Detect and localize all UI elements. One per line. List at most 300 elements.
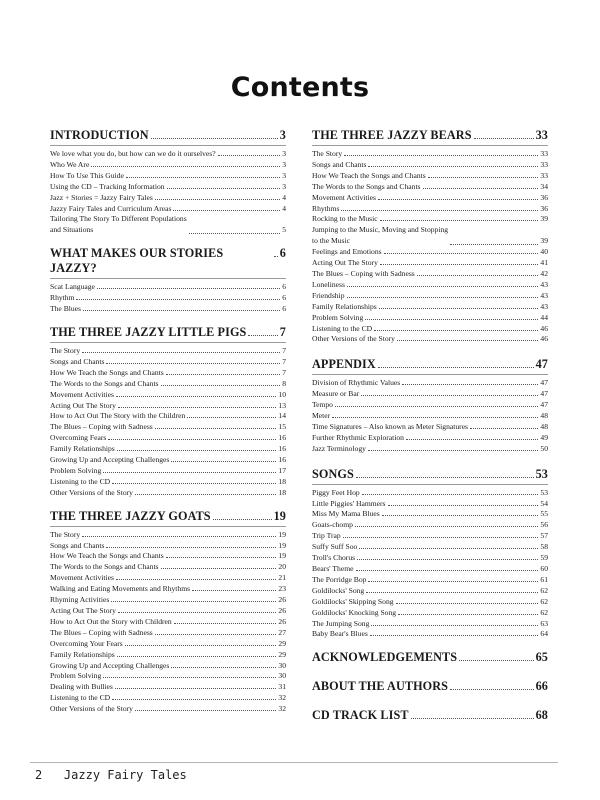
section-title: INTRODUCTION bbox=[50, 128, 149, 142]
entry-title: The Story bbox=[50, 345, 81, 355]
toc-entry[interactable] bbox=[312, 564, 548, 575]
entry-title: Rhythm bbox=[50, 293, 75, 303]
section-title: WHAT MAKES OUR STORIES JAZZY? bbox=[50, 246, 224, 276]
toc-entry[interactable] bbox=[312, 193, 548, 204]
entry-title: How We Teach the Songs and Chants bbox=[50, 367, 164, 377]
dot-leader bbox=[161, 385, 281, 386]
toc-entry[interactable] bbox=[312, 204, 548, 215]
toc-entry[interactable] bbox=[50, 401, 286, 412]
toc-left-column bbox=[50, 128, 286, 725]
entry-page-number: 53 bbox=[540, 487, 548, 497]
dot-leader bbox=[118, 612, 277, 613]
dot-leader bbox=[111, 601, 276, 602]
entry-title: Jazz Terminology bbox=[312, 443, 366, 453]
toc-section-heading[interactable] bbox=[312, 467, 548, 485]
section-title: THE THREE JAZZY GOATS bbox=[50, 508, 211, 523]
toc-entry[interactable] bbox=[312, 269, 548, 280]
entry-title: Listening to the CD bbox=[50, 476, 111, 486]
entry-title: Listening to the CD bbox=[50, 693, 111, 703]
toc-entry[interactable] bbox=[312, 313, 548, 324]
dot-leader bbox=[83, 310, 280, 311]
toc-section-heading[interactable] bbox=[50, 325, 286, 343]
entry-title: Family Relationships bbox=[312, 301, 377, 311]
toc-entry[interactable] bbox=[50, 573, 286, 584]
toc-entry[interactable] bbox=[50, 411, 286, 422]
toc-entry[interactable] bbox=[312, 433, 548, 444]
dot-leader bbox=[248, 335, 277, 336]
entry-page-number: 19 bbox=[278, 529, 286, 539]
footer-book-title: Jazzy Fairy Tales bbox=[63, 768, 187, 782]
entry-page-number: 3 bbox=[282, 181, 286, 191]
entry-title: The Story bbox=[50, 529, 81, 539]
footer-page-number: 2 bbox=[35, 768, 43, 782]
toc-entry[interactable] bbox=[50, 650, 286, 661]
dot-leader bbox=[384, 253, 539, 254]
entry-page-number: 7 bbox=[282, 345, 286, 355]
dot-leader bbox=[332, 417, 538, 418]
dot-leader bbox=[135, 494, 276, 495]
entry-page-number: 60 bbox=[540, 564, 548, 573]
dot-leader bbox=[347, 297, 539, 298]
toc-entry[interactable] bbox=[50, 444, 286, 455]
dot-leader bbox=[106, 547, 276, 548]
entry-title: Troll's Chorus bbox=[312, 553, 356, 563]
dot-leader bbox=[368, 581, 538, 582]
toc-entry[interactable] bbox=[50, 628, 286, 639]
dot-leader bbox=[356, 477, 534, 478]
toc-entry[interactable] bbox=[312, 499, 548, 510]
entry-page-number: 16 bbox=[278, 433, 286, 443]
toc-entry[interactable] bbox=[50, 551, 286, 562]
section-title: THE THREE JAZZY LITTLE PIGS bbox=[50, 324, 247, 339]
entry-page-number: 33 bbox=[540, 159, 548, 169]
dot-leader bbox=[108, 439, 276, 440]
toc-entry[interactable] bbox=[50, 617, 286, 628]
dot-leader bbox=[174, 623, 277, 624]
toc-entry[interactable] bbox=[50, 682, 286, 693]
toc-entry[interactable] bbox=[312, 280, 548, 291]
entry-page-number: 48 bbox=[540, 411, 548, 421]
dot-leader bbox=[362, 494, 539, 495]
entry-page-number: 7 bbox=[282, 356, 286, 366]
entry-page-number: 16 bbox=[278, 455, 286, 465]
entry-title: Movement Activities bbox=[50, 389, 114, 399]
toc-section bbox=[312, 467, 548, 641]
entry-page-number: 29 bbox=[278, 649, 286, 659]
entry-page-number: 61 bbox=[540, 574, 548, 584]
entry-page-number: 42 bbox=[540, 268, 548, 278]
entry-page-number: 8 bbox=[282, 378, 286, 388]
toc-entry[interactable] bbox=[50, 214, 286, 236]
toc-entry[interactable] bbox=[312, 553, 548, 564]
toc-entry[interactable] bbox=[312, 509, 548, 520]
entry-title: Scat Language bbox=[50, 282, 95, 292]
toc-entry[interactable] bbox=[312, 608, 548, 619]
toc-entry[interactable] bbox=[312, 531, 548, 542]
dot-leader bbox=[161, 568, 277, 569]
entry-page-number: 14 bbox=[278, 411, 286, 421]
dot-leader bbox=[382, 515, 539, 516]
toc-entry[interactable] bbox=[312, 160, 548, 171]
toc-entry[interactable] bbox=[50, 357, 286, 368]
entry-page-number: 17 bbox=[278, 465, 286, 475]
toc-entry[interactable] bbox=[50, 488, 286, 499]
dot-leader bbox=[417, 275, 539, 276]
entry-title: Other Versions of the Story bbox=[50, 487, 133, 497]
entry-page-number: 41 bbox=[540, 258, 548, 268]
section-page-number: 7 bbox=[279, 324, 286, 339]
entry-page-number: 5 bbox=[282, 225, 286, 235]
dot-leader bbox=[374, 330, 538, 331]
toc-entry[interactable] bbox=[312, 619, 548, 630]
toc-entry[interactable] bbox=[50, 477, 286, 488]
entry-title: Jumping to the Music, Moving and Stopping to the Music bbox=[312, 225, 449, 246]
entry-page-number: 33 bbox=[540, 149, 548, 158]
toc-entry[interactable] bbox=[312, 629, 548, 640]
entry-page-number: 47 bbox=[540, 400, 548, 410]
entry-page-number: 6 bbox=[282, 282, 286, 292]
entry-title: Acting Out The Story bbox=[312, 258, 378, 268]
dot-leader bbox=[151, 138, 278, 139]
toc-section bbox=[312, 650, 548, 667]
toc-section bbox=[50, 128, 286, 236]
dot-leader bbox=[115, 688, 277, 689]
toc-entry[interactable] bbox=[50, 160, 286, 171]
toc-section-heading[interactable] bbox=[50, 509, 286, 527]
toc-entry[interactable] bbox=[312, 575, 548, 586]
dot-leader bbox=[218, 155, 281, 156]
entry-page-number: 26 bbox=[278, 595, 286, 605]
toc-entry[interactable] bbox=[50, 171, 286, 182]
toc-entry[interactable] bbox=[50, 661, 286, 672]
entry-title: We love what you do, but how can we do it ourselves? bbox=[50, 149, 216, 158]
entry-title: Growing Up and Accepting Challenges bbox=[50, 455, 170, 465]
toc-entry[interactable] bbox=[50, 193, 286, 204]
entry-title: Piggy Feet Hop bbox=[312, 487, 360, 497]
entry-page-number: 55 bbox=[540, 509, 548, 519]
entry-title: The Words to the Songs and Chants bbox=[50, 378, 159, 388]
dot-leader bbox=[343, 537, 539, 538]
entry-page-number: 44 bbox=[540, 312, 548, 322]
entry-title: Problem Solving bbox=[50, 671, 102, 681]
toc-section-heading[interactable] bbox=[312, 650, 548, 667]
dot-leader bbox=[189, 233, 281, 234]
entry-page-number: 26 bbox=[278, 616, 286, 626]
toc-section-heading[interactable] bbox=[312, 708, 548, 725]
dot-leader bbox=[97, 288, 280, 289]
entry-page-number: 26 bbox=[278, 606, 286, 615]
entry-page-number: 19 bbox=[278, 551, 286, 561]
section-title: ABOUT THE AUTHORS bbox=[312, 679, 449, 694]
entry-title: Dealing with Bullies bbox=[50, 682, 113, 692]
entry-page-number: 34 bbox=[540, 181, 548, 191]
dot-leader bbox=[380, 264, 539, 265]
toc-entry[interactable] bbox=[312, 586, 548, 597]
toc-entry[interactable] bbox=[50, 204, 286, 215]
toc-entry[interactable] bbox=[312, 214, 548, 225]
toc-entry[interactable] bbox=[50, 530, 286, 541]
entry-title: Goldilocks' Song bbox=[312, 585, 365, 595]
dot-leader bbox=[171, 461, 276, 462]
toc-entry[interactable] bbox=[50, 455, 286, 466]
dot-leader bbox=[474, 138, 534, 139]
toc-entry[interactable] bbox=[312, 149, 548, 160]
dot-leader bbox=[361, 395, 538, 396]
entry-page-number: 19 bbox=[278, 540, 286, 550]
toc-entry[interactable] bbox=[312, 182, 548, 193]
toc-entry[interactable] bbox=[312, 171, 548, 182]
entry-title: Suffy Suff Soo bbox=[312, 542, 358, 552]
section-page-number: 68 bbox=[535, 708, 548, 723]
toc-entry[interactable] bbox=[312, 422, 548, 433]
entry-title: How to Act Out The Story with the Children bbox=[50, 411, 186, 421]
dot-leader bbox=[91, 166, 280, 167]
toc-section-heading[interactable] bbox=[312, 679, 548, 696]
dot-leader bbox=[171, 667, 276, 668]
toc-entry[interactable] bbox=[50, 149, 286, 160]
toc-entry[interactable] bbox=[312, 378, 548, 389]
dot-leader bbox=[366, 592, 538, 593]
toc-entry[interactable] bbox=[50, 293, 286, 304]
entry-title: Meter bbox=[312, 411, 331, 421]
entry-title: The Porridge Bop bbox=[312, 574, 367, 584]
entry-title: Rhythms bbox=[312, 203, 340, 213]
entry-page-number: 62 bbox=[540, 585, 548, 595]
entry-page-number: 64 bbox=[540, 629, 548, 639]
dot-leader bbox=[450, 689, 534, 690]
entry-title: Further Rhythmic Exploration bbox=[312, 432, 404, 442]
dot-leader bbox=[388, 505, 539, 506]
toc-entry[interactable] bbox=[312, 488, 548, 499]
section-page-number: 53 bbox=[535, 466, 548, 481]
entry-title: Tailoring The Story To Different Populations and Situations bbox=[50, 214, 187, 235]
dot-leader bbox=[76, 299, 280, 300]
dot-leader bbox=[112, 699, 276, 700]
toc-entry[interactable] bbox=[50, 379, 286, 390]
entry-page-number: 20 bbox=[278, 562, 286, 572]
toc-entry[interactable] bbox=[312, 302, 548, 313]
dot-leader bbox=[402, 384, 538, 385]
entry-title: Family Relationships bbox=[50, 649, 115, 659]
dot-leader bbox=[112, 483, 276, 484]
entry-page-number: 3 bbox=[282, 159, 286, 169]
toc-entry[interactable] bbox=[50, 595, 286, 606]
toc-entry[interactable] bbox=[50, 390, 286, 401]
toc-section bbox=[312, 708, 548, 725]
toc-section-heading[interactable] bbox=[312, 357, 548, 375]
entry-page-number: 62 bbox=[540, 596, 548, 606]
footer-divider bbox=[30, 762, 558, 763]
toc-section bbox=[312, 679, 548, 696]
dot-leader bbox=[213, 519, 272, 520]
entry-title: Songs and Chants bbox=[50, 540, 105, 550]
toc-entry[interactable] bbox=[50, 282, 286, 293]
toc-entry[interactable] bbox=[312, 225, 548, 247]
entry-title: The Story bbox=[312, 149, 343, 158]
entry-title: Measure or Bar bbox=[312, 389, 360, 399]
entry-title: How We Teach the Songs and Chants bbox=[312, 170, 426, 180]
entry-title: Loneliness bbox=[312, 279, 345, 289]
dot-leader bbox=[82, 536, 276, 537]
entry-title: Friendship bbox=[312, 290, 345, 300]
toc-entry[interactable] bbox=[312, 444, 548, 455]
entry-title: Feelings and Emotions bbox=[312, 247, 382, 257]
entry-page-number: 13 bbox=[278, 400, 286, 410]
entry-page-number: 23 bbox=[278, 584, 286, 594]
section-page-number: 19 bbox=[273, 508, 286, 523]
dot-leader bbox=[116, 396, 277, 397]
entry-page-number: 31 bbox=[278, 682, 286, 692]
entry-page-number: 29 bbox=[278, 638, 286, 648]
entry-title: Acting Out The Story bbox=[50, 606, 116, 615]
entry-page-number: 3 bbox=[282, 149, 286, 158]
dot-leader bbox=[365, 319, 538, 320]
dot-leader bbox=[406, 439, 538, 440]
entry-title: Time Signatures – Also known as Meter Signatures bbox=[312, 421, 469, 431]
dot-leader bbox=[470, 428, 538, 429]
entry-title: Miss My Mama Blues bbox=[312, 509, 380, 519]
toc-section bbox=[312, 128, 548, 345]
entry-page-number: 39 bbox=[540, 214, 548, 224]
toc-entry[interactable] bbox=[50, 422, 286, 433]
toc-entry[interactable] bbox=[50, 562, 286, 573]
toc-entry[interactable] bbox=[50, 304, 286, 315]
page-footer bbox=[35, 768, 187, 782]
entry-title: Problem Solving bbox=[50, 465, 102, 475]
dot-leader bbox=[167, 188, 281, 189]
dot-leader bbox=[118, 407, 277, 408]
entry-page-number: 57 bbox=[540, 531, 548, 541]
entry-page-number: 47 bbox=[540, 389, 548, 399]
dot-leader bbox=[368, 450, 538, 451]
toc-entry[interactable] bbox=[50, 671, 286, 682]
dot-leader bbox=[173, 210, 280, 211]
entry-page-number: 43 bbox=[540, 279, 548, 289]
entry-title: Goldilocks' Skipping Song bbox=[312, 596, 394, 606]
entry-title: Bears' Theme bbox=[312, 564, 354, 573]
toc-entry[interactable] bbox=[50, 704, 286, 715]
entry-page-number: 30 bbox=[278, 671, 286, 681]
dot-leader bbox=[155, 428, 277, 429]
toc-entry[interactable] bbox=[50, 606, 286, 617]
entry-page-number: 49 bbox=[540, 432, 548, 442]
dot-leader bbox=[411, 718, 534, 719]
dot-leader bbox=[357, 559, 538, 560]
dot-leader bbox=[155, 634, 277, 635]
entry-page-number: 46 bbox=[540, 334, 548, 344]
toc-entry[interactable] bbox=[50, 182, 286, 193]
dot-leader bbox=[423, 188, 539, 189]
toc-entry[interactable] bbox=[50, 639, 286, 650]
toc-entry[interactable] bbox=[50, 541, 286, 552]
dot-leader bbox=[379, 308, 539, 309]
dot-leader bbox=[187, 417, 276, 418]
entry-title: How We Teach the Songs and Chants bbox=[50, 551, 164, 561]
section-page-number: 66 bbox=[535, 679, 548, 694]
entry-title: Family Relationships bbox=[50, 444, 115, 454]
toc-section-heading[interactable] bbox=[312, 128, 548, 146]
section-page-number: 47 bbox=[535, 357, 548, 372]
entry-title: The Blues bbox=[50, 304, 82, 314]
entry-page-number: 43 bbox=[540, 301, 548, 311]
toc-entry[interactable] bbox=[312, 520, 548, 531]
dot-leader bbox=[378, 367, 534, 368]
entry-page-number: 4 bbox=[282, 203, 286, 213]
toc-entry[interactable] bbox=[312, 542, 548, 553]
dot-leader bbox=[396, 603, 539, 604]
dot-leader bbox=[398, 614, 538, 615]
entry-page-number: 10 bbox=[278, 389, 286, 399]
entry-title: Songs and Chants bbox=[312, 159, 367, 169]
entry-page-number: 6 bbox=[282, 293, 286, 303]
entry-page-number: 50 bbox=[540, 443, 548, 453]
section-page-number: 6 bbox=[279, 246, 286, 261]
toc-entry[interactable] bbox=[50, 693, 286, 704]
entry-page-number: 36 bbox=[540, 203, 548, 213]
dot-leader bbox=[274, 256, 278, 257]
toc-entry[interactable] bbox=[312, 597, 548, 608]
entry-page-number: 16 bbox=[278, 444, 286, 454]
entry-title: The Words to the Songs and Chants bbox=[312, 181, 421, 191]
toc-entry[interactable] bbox=[312, 411, 548, 422]
entry-page-number: 3 bbox=[282, 170, 286, 180]
entry-title: Who We Are bbox=[50, 159, 90, 169]
entry-title: Acting Out The Story bbox=[50, 400, 116, 410]
dot-leader bbox=[103, 472, 276, 473]
toc-entry[interactable] bbox=[312, 400, 548, 411]
section-title: ACKNOWLEDGEMENTS bbox=[312, 650, 458, 665]
toc-entry[interactable] bbox=[312, 334, 548, 345]
entry-title: Overcoming Fears bbox=[50, 433, 107, 443]
entry-title: The Blues – Coping with Sadness bbox=[50, 422, 153, 432]
entry-title: Rocking to the Music bbox=[312, 214, 378, 224]
entry-title: Trip Trap bbox=[312, 531, 341, 541]
toc-entry[interactable] bbox=[312, 291, 548, 302]
toc-entry[interactable] bbox=[312, 389, 548, 400]
toc-entry[interactable] bbox=[312, 258, 548, 269]
entry-title: Listening to the CD bbox=[312, 323, 373, 333]
section-page-number: 65 bbox=[535, 650, 548, 665]
toc-entry[interactable] bbox=[50, 433, 286, 444]
entry-title: Little Piggies' Hammers bbox=[312, 498, 386, 508]
entry-page-number: 32 bbox=[278, 693, 286, 703]
dot-leader bbox=[117, 656, 277, 657]
dot-leader bbox=[155, 199, 280, 200]
toc-section bbox=[50, 325, 286, 499]
entry-page-number: 59 bbox=[540, 553, 548, 563]
toc-section-heading[interactable] bbox=[50, 246, 286, 279]
toc-section-heading[interactable] bbox=[50, 128, 286, 146]
toc-entry[interactable] bbox=[312, 324, 548, 335]
toc-section bbox=[50, 509, 286, 715]
entry-title: Movement Activities bbox=[50, 573, 114, 583]
dot-leader bbox=[106, 363, 280, 364]
toc-entry[interactable] bbox=[50, 346, 286, 357]
toc-entry[interactable] bbox=[50, 466, 286, 477]
entry-title: How To Use This Guide bbox=[50, 170, 124, 180]
toc-entry[interactable] bbox=[50, 368, 286, 379]
entry-page-number: 21 bbox=[278, 573, 286, 583]
entry-title: Walking and Eating Movements and Rhythms bbox=[50, 584, 191, 594]
dot-leader bbox=[459, 660, 533, 661]
section-page-number: 33 bbox=[535, 128, 548, 142]
dot-leader bbox=[82, 352, 280, 353]
toc-entry[interactable] bbox=[50, 584, 286, 595]
entry-title: Jazz + Stories = Jazzy Fairy Tales bbox=[50, 192, 153, 202]
entry-page-number: 4 bbox=[282, 192, 286, 202]
entry-title: Tempo bbox=[312, 400, 333, 410]
toc-entry[interactable] bbox=[312, 247, 548, 258]
